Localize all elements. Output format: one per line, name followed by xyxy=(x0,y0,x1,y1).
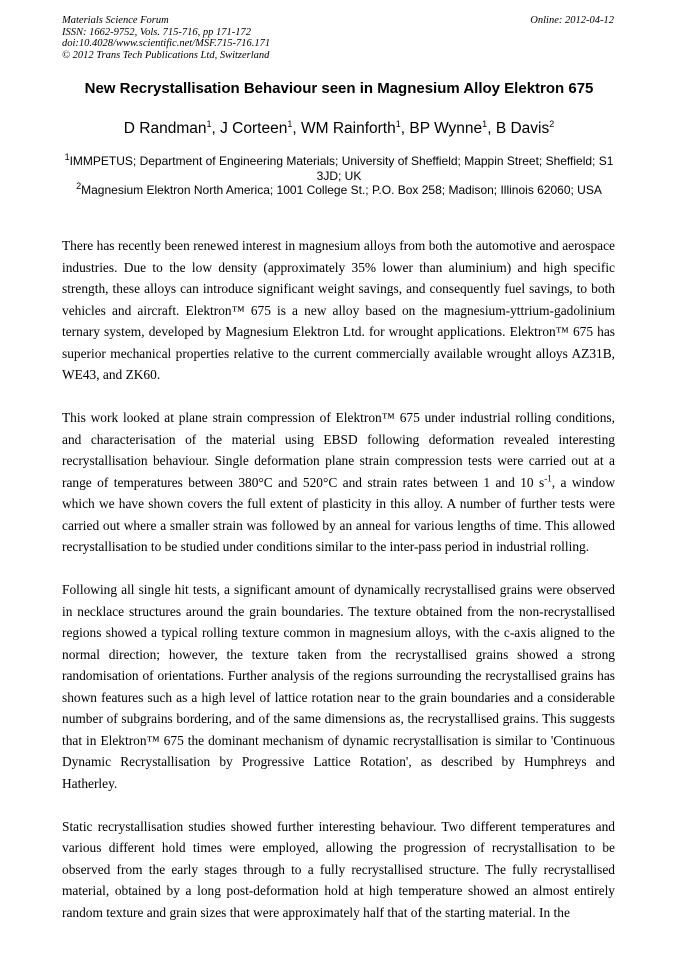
paragraph-text: , a window which we have shown covers the full extent of plasticity in this alloy. A number of further tests were carried out where a smaller strain was followed by an anneal for various lengths of time. This allowed recrystallisation to be studied under conditions similar to the inter-pass period in industrial rolling. xyxy=(62,474,615,554)
paragraph-text: This work looked at plane strain compression of Elektron™ 675 under industrial rolling conditions, and characterisation of the material using EBSD following deformation revealed interesting recrystallisation behaviour. Single deformation plane strain compression tests were carried out at a range of temperatures between 380°C and 520°C and strain rates between 1 and 10 s xyxy=(62,410,615,490)
paper-title: New Recrystallisation Behaviour seen in Magnesium Alloy Elektron 675 xyxy=(84,80,594,97)
abstract-body xyxy=(62,235,615,945)
affiliation-text: Magnesium Elektron North America; 1001 College St.; P.O. Box 258; Madison; Illinois 62060; USA xyxy=(81,183,602,197)
affiliation xyxy=(62,154,616,183)
publication-header xyxy=(62,15,270,61)
author-affil-mark: 1 xyxy=(482,118,488,129)
author-affil-mark: 1 xyxy=(287,118,293,129)
author-list: D Randman$^1$, J Corteen$^1$, WM Rainforth$^1$, BP Wynne$^1$, B Davis$^2$ xyxy=(123,118,555,137)
copyright-line: © 2012 Trans Tech Publications Ltd, Switzerland xyxy=(62,49,270,61)
paragraph xyxy=(62,407,615,558)
paragraph: Following all single hit tests, a significant amount of dynamically recrystallised grains were observed in necklace structures around the grain boundaries. The texture obtained from the non-recrystallised regions showed a typical rolling texture common in magnesium alloys, with the c-axis aligned to the normal direction; however, the texture taken from the recrystallised grains showed a strong randomisation of orientations. Further analysis of the regions surrounding the recrystallised grains has shown features such as a high level of lattice rotation near to the grain boundaries and a considerable number of subgrains bordering, and of the same dimensions as, the recrystallised grains. This suggests that in Elektron™ 675 the dominant mechanism of dynamic recrystallisation is similar to 'Continuous Dynamic Recrystallisation by Progressive Lattice Rotation', as described by Humphreys and Hatherley. xyxy=(62,582,615,791)
paragraph: Static recrystallisation studies showed further interesting behaviour. Two different temperatures and various different hold times were employed, allowing the progression of recrystallisation to be observed from the early stages through to a fully recrystallised structure. The fully recrystallised material, obtained by a long post-deformation hold at high temperature showed an almost entirely random texture and grain sizes that were approximately half that of the starting material. In the xyxy=(62,818,615,920)
author-name: WM Rainforth xyxy=(300,120,396,137)
paragraph: There has recently been renewed interest in magnesium alloys from both the automotive and aerospace industries. Due to the low density (approximately 35% lower than aluminium) and high specific strength, these alloys can introduce significant weight savings, and consequently fuel savings, to both vehicles and aircraft. Elektron™ 675 is a new alloy based on the magnesium-yttrium-gadolinium ternary system, developed by Magnesium Elektron Ltd. for wrought applications. Elektron™ 675 has superior mechanical properties relative to the current commercially available wrought alloys AZ31B, WE43, and ZK60. xyxy=(62,238,615,382)
author-affil-mark: 1 xyxy=(206,118,212,129)
online-date: Online: 2012-04-12 xyxy=(530,15,614,26)
affiliations xyxy=(62,154,616,198)
author-affil-mark: 2 xyxy=(549,118,555,129)
affiliation xyxy=(62,183,616,198)
affiliation-number: 1 xyxy=(64,152,70,162)
unit-exponent: -1 xyxy=(544,473,552,484)
author-name: J Corteen xyxy=(220,120,288,137)
author-name: B Davis xyxy=(495,120,550,137)
author-affil-mark: 1 xyxy=(395,118,401,129)
affiliation-text: IMMPETUS; Department of Engineering Materials; University of Sheffield; Mappin Street; Sheffield; S1 3JD; UK xyxy=(69,154,614,183)
issn-line: ISSN: 1662-9752, Vols. 715-716, pp 171-172 xyxy=(62,26,251,38)
author-name: D Randman xyxy=(123,120,207,137)
journal-name: Materials Science Forum xyxy=(62,15,169,26)
affiliation-number: 2 xyxy=(76,181,82,191)
author-name: BP Wynne xyxy=(409,120,483,137)
doi-line: doi:10.4028/www.scientific.net/MSF.715-716.171 xyxy=(62,38,271,49)
